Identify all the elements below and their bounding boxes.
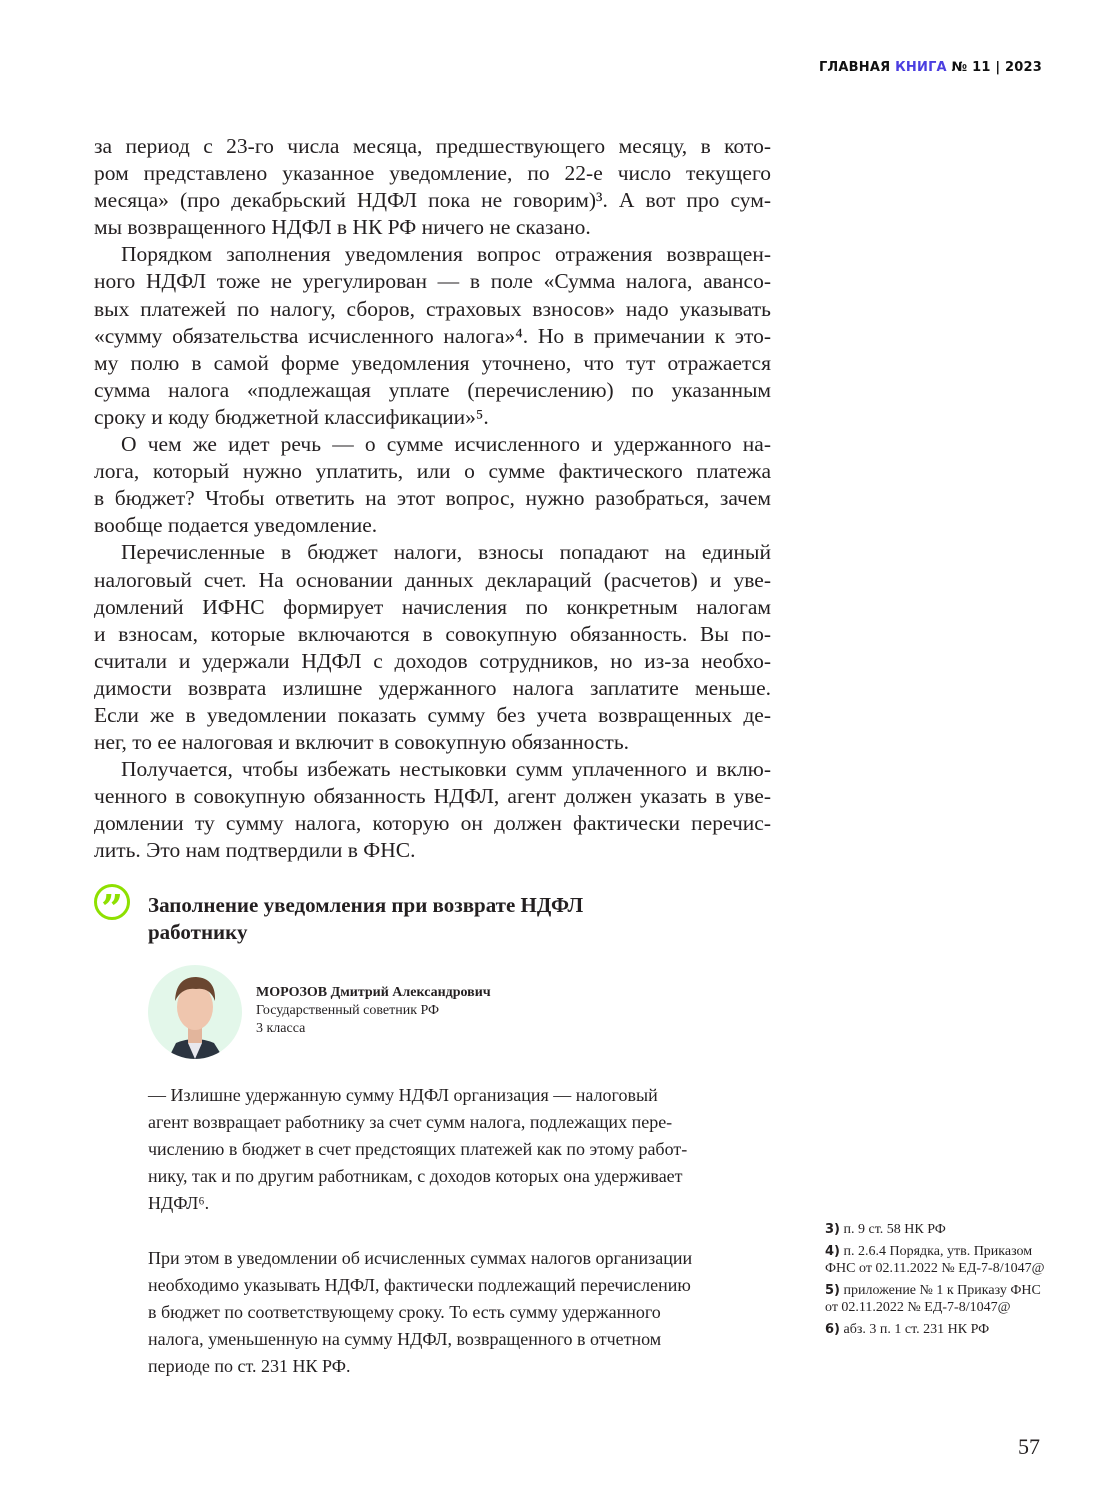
quote-text-line: При этом в уведомлении об исчисленных суммах налогов организации — [148, 1248, 693, 1268]
brand-name-accent: КНИГА — [895, 60, 947, 75]
quote-title — [148, 892, 708, 946]
body-text-line: вых платежей по налогу, сборов, страховых взносов» надо указывать — [94, 296, 771, 321]
body-text-line: нег, то ее налоговая и включит в совокупную обязанность. — [94, 730, 630, 755]
footnote-number: 6) — [825, 1322, 840, 1337]
quote-title-line: работнику — [148, 920, 248, 944]
body-text-line: домлений ИФНС формирует начисления по конкретным налогам — [94, 594, 771, 619]
footnote-text: абз. 3 п. 1 ст. 231 НК РФ — [843, 1322, 990, 1337]
footnote — [825, 1321, 1050, 1338]
footnote-text: п. 9 ст. 58 НК РФ — [843, 1222, 946, 1237]
footnote-number: 3) — [825, 1222, 840, 1237]
running-header — [819, 60, 1042, 75]
author-title: 3 класса — [256, 1021, 306, 1036]
body-text-line: «сумму обязательства исчисленного налога»⁴. Но в примечании к это- — [94, 323, 771, 348]
body-text-line: вообще подается уведомление. — [94, 513, 378, 538]
quote-text-line: — Излишне удержанную сумму НДФЛ организация — налоговый — [148, 1085, 658, 1105]
footnotes — [825, 1221, 1050, 1343]
body-text-line: лить. Это нам подтвердили в ФНС. — [94, 838, 416, 863]
quote-text-line: НДФЛ⁶. — [148, 1193, 210, 1213]
quote-paragraph — [148, 1082, 768, 1217]
quote-text-line: периоде по ст. 231 НК РФ. — [148, 1356, 351, 1376]
author-avatar — [148, 965, 242, 1059]
quote-text-line: в бюджет по соответствующему сроку. То есть сумму удержанного — [148, 1302, 661, 1322]
author-title: Государственный советник РФ — [256, 1003, 440, 1018]
issue-number: № 11 | 2023 — [951, 60, 1042, 75]
author-name: МОРОЗОВ Дмитрий Александрович — [256, 985, 491, 1000]
body-text-line: Перечисленные в бюджет налоги, взносы попадают на единый — [121, 540, 771, 565]
quote-text-line: налога, уменьшенную на сумму НДФЛ, возвращенного в отчетном — [148, 1329, 662, 1349]
article-body — [94, 133, 771, 865]
body-text-line: лога, который нужно уплатить, или о сумме фактического платежа — [94, 459, 771, 484]
body-text-line: домлении ту сумму налога, которую он должен фактически перечис- — [94, 811, 771, 836]
brand-name: ГЛАВНАЯ — [818, 60, 891, 75]
body-text-line: считали и удержали НДФЛ с доходов сотрудников, но из-за необхо- — [94, 648, 771, 673]
body-text-line: Если же в уведомлении показать сумму без учета возвращенных де- — [94, 702, 771, 727]
body-text-line: и взносам, которые включаются в совокупную обязанность. Вы по- — [94, 621, 771, 646]
footnote — [825, 1282, 1050, 1316]
footnote — [825, 1221, 1050, 1238]
body-text-line: мы возвращенного НДФЛ в НК РФ ничего не сказано. — [94, 215, 591, 240]
body-text-line: налоговый счет. На основании данных деклараций (расчетов) и уве- — [94, 567, 771, 592]
body-text-line: О чем же идет речь — о сумме исчисленного и удержанного на- — [121, 432, 771, 457]
footnote-number: 5) — [825, 1283, 840, 1298]
body-text-line: ного НДФЛ тоже не урегулирован — в поле «Сумма налога, авансо- — [94, 269, 771, 294]
body-text-line: му полю в самой форме уведомления уточнено, что тут отражается — [94, 350, 771, 375]
body-text-line: месяца» (про декабрьский НДФЛ пока не говорим)³. А вот про сум- — [94, 188, 771, 213]
body-text-line: сумма налога «подлежащая уплате (перечислению) по указанным — [94, 377, 771, 402]
body-text-line: димости возврата излишне удержанного налога заплатите меньше. — [94, 675, 771, 700]
author-info — [256, 984, 491, 1038]
body-text-line: за период с 23-го числа месяца, предшествующего месяцу, в кото- — [94, 134, 771, 158]
body-text-line: ром представлено указанное уведомление, по 22-е число текущего — [94, 161, 771, 186]
quote-text-line: нику, так и по другим работникам, с доходов которых она удерживает — [148, 1166, 683, 1186]
quote-text-line: числению в бюджет в счет предстоящих платежей как по этому работ- — [148, 1139, 688, 1159]
footnote-text: п. 2.6.4 Порядка, утв. Приказом ФНС от 02.11.2022 № ЕД-7-8/1047@ — [825, 1244, 1045, 1276]
quote-text-line: агент возвращает работнику за счет сумм налога, подлежащих пере- — [148, 1112, 673, 1132]
quote-title-line: Заполнение уведомления при возврате НДФЛ — [148, 893, 584, 917]
footnote-number: 4) — [825, 1244, 840, 1259]
body-text-line: Порядком заполнения уведомления вопрос отражения возвращен- — [121, 242, 771, 267]
quote-mark-icon: ” — [94, 884, 130, 920]
footnote — [825, 1243, 1050, 1277]
body-text-line: в бюджет? Чтобы ответить на этот вопрос, нужно разобраться, зачем — [94, 486, 771, 511]
quote-text-line: необходимо указывать НДФЛ, фактически подлежащий перечислению — [148, 1275, 691, 1295]
body-text-line: сроку и коду бюджетной классификации»⁵. — [94, 404, 489, 429]
body-text-line: Получается, чтобы избежать нестыковки сумм уплаченного и вклю- — [121, 757, 771, 782]
quote-paragraph — [148, 1245, 768, 1380]
footnote-text: приложение № 1 к Приказу ФНС от 02.11.2022 № ЕД-7-8/1047@ — [825, 1283, 1041, 1315]
body-text-line: ченного в совокупную обязанность НДФЛ, агент должен указать в уве- — [94, 784, 771, 809]
page-number: 57 — [1018, 1434, 1040, 1459]
